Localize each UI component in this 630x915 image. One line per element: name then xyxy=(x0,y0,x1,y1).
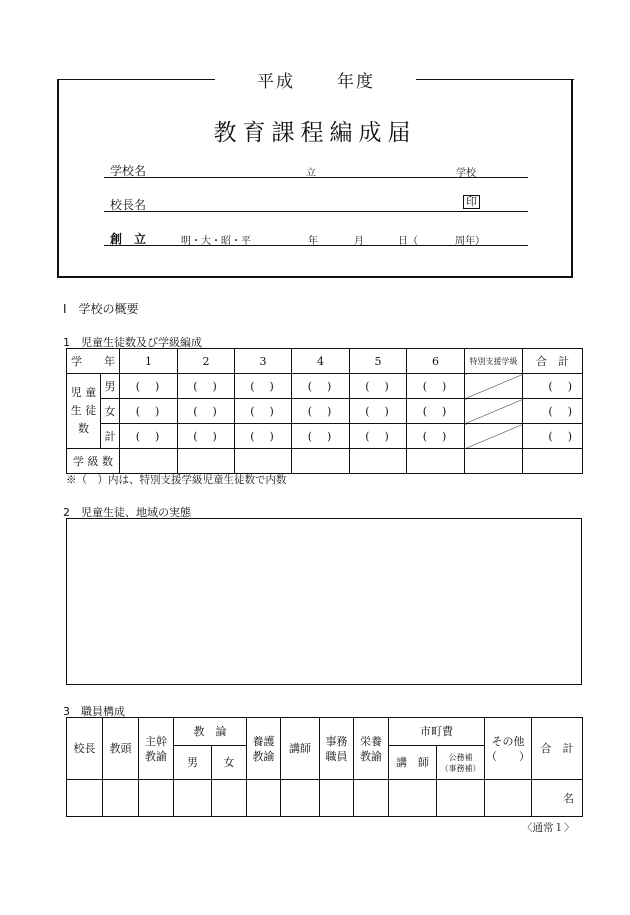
students-label-line-3: 数 xyxy=(78,422,89,435)
nutrition-teacher-count[interactable] xyxy=(354,780,389,817)
cell-male-2[interactable]: ( ) xyxy=(178,374,235,399)
table-row xyxy=(67,449,583,474)
class-count-2[interactable] xyxy=(178,449,235,474)
grade-5-header: 5 xyxy=(350,349,407,374)
table-note: ※（ ）内は、特別支援学級児童生徒数で内数 xyxy=(66,474,287,486)
nurse-teacher-line-2: 教諭 xyxy=(252,749,275,763)
cell-total-3[interactable]: ( ) xyxy=(235,424,292,449)
cell-female-total[interactable]: ( ) xyxy=(523,399,583,424)
document-title: 教育課程編成届 xyxy=(213,120,417,146)
other-label: その他 xyxy=(491,734,525,748)
chief-teacher-count[interactable] xyxy=(139,780,174,817)
clerk-header xyxy=(320,718,354,780)
table-row xyxy=(67,399,583,424)
class-count-5[interactable] xyxy=(350,449,407,474)
cell-male-3[interactable]: ( ) xyxy=(235,374,292,399)
cell-male-special xyxy=(465,374,523,399)
clerk-line-1: 事務 xyxy=(325,734,348,748)
cell-female-special xyxy=(465,399,523,424)
row-label-female: 女 xyxy=(101,399,120,424)
students-label-line-2: 生 徒 xyxy=(70,404,97,417)
city-expense-header: 市町費 xyxy=(389,718,485,746)
nurse-teacher-count[interactable] xyxy=(247,780,281,817)
cell-total-2[interactable]: ( ) xyxy=(178,424,235,449)
lecturer-count[interactable] xyxy=(281,780,320,817)
row-label-total: 計 xyxy=(101,424,120,449)
teacher-header: 教 論 xyxy=(174,718,247,746)
table-row xyxy=(67,718,583,746)
nutrition-line-2: 教諭 xyxy=(360,749,382,763)
table-row xyxy=(67,349,583,374)
principal-count[interactable] xyxy=(67,780,103,817)
city-lecturer-count[interactable] xyxy=(389,780,437,817)
cell-female-5[interactable]: ( ) xyxy=(350,399,407,424)
public-helper-label: 公務補 xyxy=(448,752,473,762)
special-class-header: 特別支援学級 xyxy=(465,349,523,374)
principal-name-field[interactable] xyxy=(104,211,528,212)
cell-total-special xyxy=(465,424,523,449)
class-count-6[interactable] xyxy=(407,449,465,474)
other-count[interactable] xyxy=(485,780,532,817)
section-2-title: 2 児童生徒、地域の実態 xyxy=(63,506,191,519)
era-label: 平成 xyxy=(257,72,295,92)
cell-male-total[interactable]: ( ) xyxy=(523,374,583,399)
cell-male-5[interactable]: ( ) xyxy=(350,374,407,399)
city-lecturer-header: 講 師 xyxy=(389,746,437,780)
lecturer-header: 講師 xyxy=(281,718,320,780)
founded-anniversary: 周年） xyxy=(455,236,485,247)
teacher-male-count[interactable] xyxy=(174,780,212,817)
city-janitor-count[interactable] xyxy=(437,780,485,817)
total-header: 合 計 xyxy=(523,349,583,374)
nurse-teacher-header xyxy=(247,718,281,780)
vice-principal-count[interactable] xyxy=(103,780,139,817)
grade-4-header: 4 xyxy=(292,349,350,374)
teacher-male-header: 男 xyxy=(174,746,212,780)
founded-label: 創 立 xyxy=(110,232,147,246)
situation-textarea[interactable] xyxy=(66,518,582,685)
founded-day: 日（ xyxy=(398,236,418,247)
city-janitor-header xyxy=(437,746,485,780)
school-type-marker: 立 xyxy=(306,168,316,179)
cell-female-6[interactable]: ( ) xyxy=(407,399,465,424)
table-row xyxy=(67,780,583,817)
class-count-4[interactable] xyxy=(292,449,350,474)
seal-mark: 印 xyxy=(463,195,480,209)
school-suffix: 学校 xyxy=(456,168,476,179)
staff-total-count[interactable]: 名 xyxy=(532,780,583,817)
section-3-title: 3 職員構成 xyxy=(63,705,125,718)
grade-1-header: 1 xyxy=(120,349,178,374)
table-row xyxy=(67,374,583,399)
chief-teacher-line-1: 主幹 xyxy=(145,734,167,748)
cell-total-1[interactable]: ( ) xyxy=(120,424,178,449)
grade-2-header: 2 xyxy=(178,349,235,374)
teacher-female-header: 女 xyxy=(212,746,247,780)
students-table xyxy=(66,348,583,474)
nutrition-line-1: 栄養 xyxy=(360,734,382,748)
fiscal-year-suffix: 年度 xyxy=(337,72,375,92)
principal-name-label: 校長名 xyxy=(110,198,147,212)
students-label-line-1: 児 童 xyxy=(70,386,97,399)
school-name-field[interactable] xyxy=(104,177,528,178)
founded-year: 年 xyxy=(308,236,318,247)
class-count-total[interactable] xyxy=(523,449,583,474)
grade-6-header: 6 xyxy=(407,349,465,374)
class-count-label: 学 級 数 xyxy=(67,449,120,474)
section-1-subtitle: 1 児童生徒数及び学級編成 xyxy=(63,336,202,349)
chief-teacher-header xyxy=(139,718,174,780)
clerk-count[interactable] xyxy=(320,780,354,817)
staff-total-header: 合 計 xyxy=(532,718,583,780)
form-code: 〈通常１〉 xyxy=(522,822,575,834)
class-count-3[interactable] xyxy=(235,449,292,474)
nurse-teacher-line-1: 養護 xyxy=(252,734,275,748)
school-name-label: 学校名 xyxy=(110,164,147,178)
chief-teacher-line-2: 教諭 xyxy=(145,749,167,763)
cell-total-5[interactable]: ( ) xyxy=(350,424,407,449)
cell-total-4[interactable]: ( ) xyxy=(292,424,350,449)
clerk-line-2: 職員 xyxy=(325,749,348,763)
other-paren: （ ） xyxy=(486,749,530,763)
section-1-title: Ⅰ 学校の概要 xyxy=(63,302,139,316)
table-row xyxy=(67,424,583,449)
founded-eras: 明・大・昭・平 xyxy=(181,236,251,247)
students-label xyxy=(67,374,101,449)
cell-male-4[interactable]: ( ) xyxy=(292,374,350,399)
row-label-male: 男 xyxy=(101,374,120,399)
cell-total-6[interactable]: ( ) xyxy=(407,424,465,449)
grade-3-header: 3 xyxy=(235,349,292,374)
cell-male-6[interactable]: ( ) xyxy=(407,374,465,399)
clerk-helper-label: （事務補） xyxy=(440,763,481,773)
teacher-female-count[interactable] xyxy=(212,780,247,817)
other-header xyxy=(485,718,532,780)
vice-principal-header: 教頭 xyxy=(103,718,139,780)
cell-male-1[interactable]: ( ) xyxy=(120,374,178,399)
cell-female-1[interactable]: ( ) xyxy=(120,399,178,424)
cell-female-2[interactable]: ( ) xyxy=(178,399,235,424)
nutrition-teacher-header xyxy=(354,718,389,780)
class-count-1[interactable] xyxy=(120,449,178,474)
founded-month: 月 xyxy=(354,236,364,247)
cell-total-total[interactable]: ( ) xyxy=(523,424,583,449)
cell-female-4[interactable]: ( ) xyxy=(292,399,350,424)
class-count-special[interactable] xyxy=(465,449,523,474)
cell-female-3[interactable]: ( ) xyxy=(235,399,292,424)
grade-header: 学 年 xyxy=(67,349,120,374)
staff-table xyxy=(66,717,583,817)
founded-field[interactable] xyxy=(104,245,528,246)
principal-header: 校長 xyxy=(67,718,103,780)
